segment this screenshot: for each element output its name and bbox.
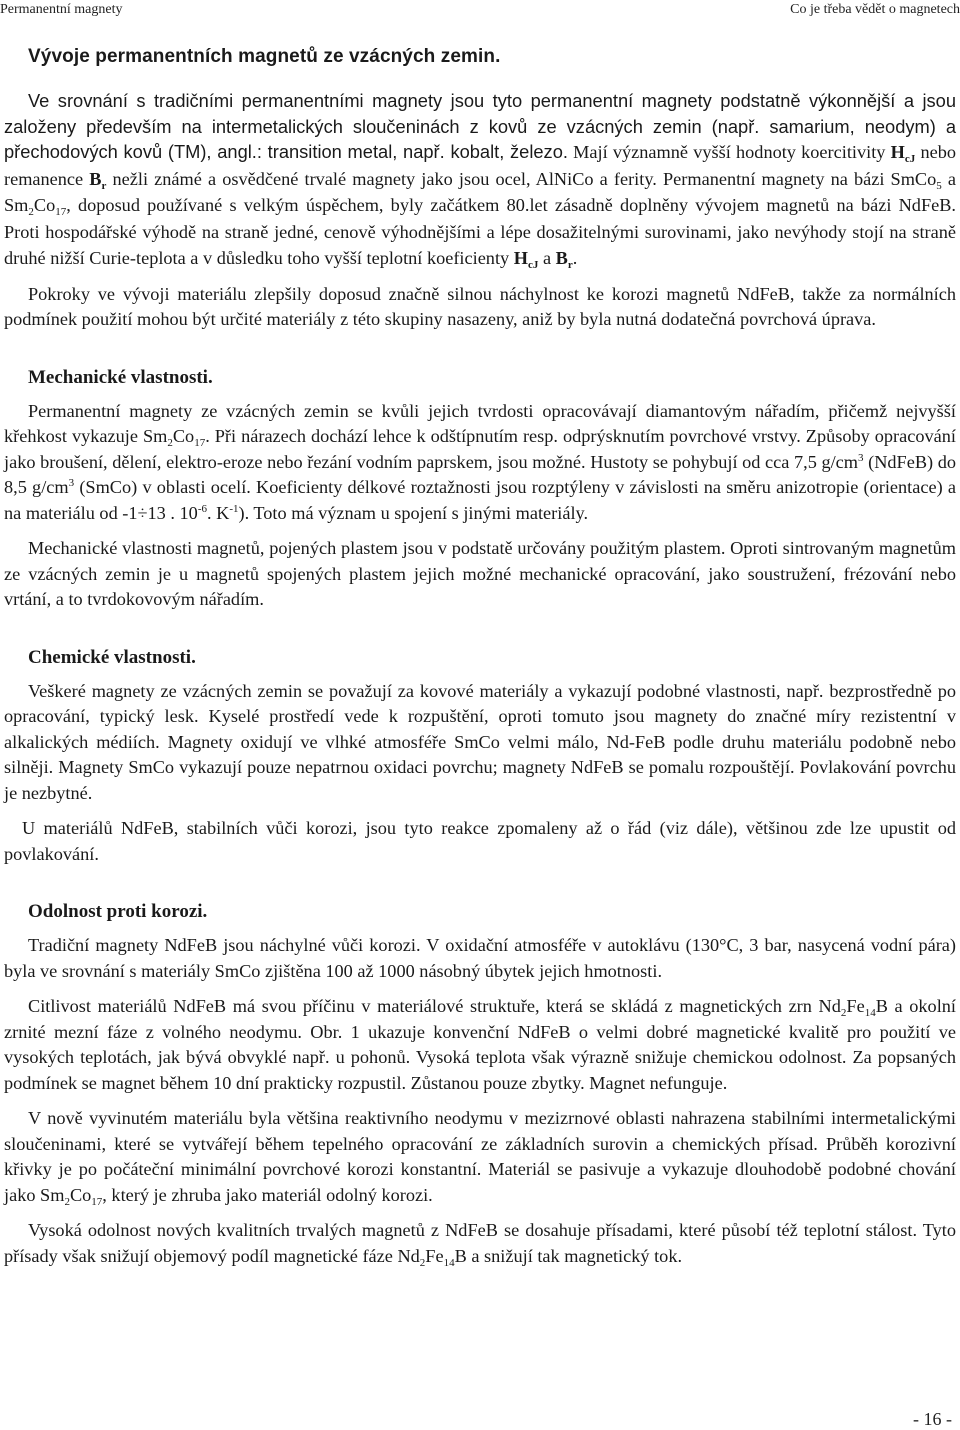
symbol-br <box>89 168 107 192</box>
intro-text-h: , doposud používané s velkým úspěchem, byly začátkem 80.let zásadně doplněny vývojem magnetů na bázi NdFeB. <box>66 195 956 215</box>
page-header <box>0 0 960 22</box>
intro-text-k: . <box>572 248 578 268</box>
page-number: - 16 - <box>913 1409 952 1429</box>
document-body <box>4 46 956 1279</box>
mech-sm-subscript: 2 <box>167 437 173 449</box>
corrosion-paragraph-4 <box>4 1218 956 1269</box>
corr-text-b: Fe <box>846 996 865 1016</box>
intro-text-d: nežli známé a osvědčené trvalé magnety jako jsou ocel, AlNiCo a ferity. <box>106 168 657 189</box>
intro-text-b: Mají významně vyšší hodnoty koercitivity <box>567 142 891 162</box>
corrosion-paragraph-1: Tradiční magnety NdFeB jsou náchylné vůči korozi. V oxidační atmosféře v autoklávu (130°C, 3 bar, nasycená vodní pára) byla ve srovnání s materiály SmCo zjištěna 100 až 1000 násobný úbytek jejich hmotnosti. <box>4 935 956 981</box>
corr-nd-subscript-2: 2 <box>419 1256 426 1269</box>
corr-text-a: Citlivost materiálů NdFeB má svou příčinu v materiálové struktuře, která se skládá z magnetických zrn Nd <box>28 996 841 1016</box>
mech-sup-minus1: -1 <box>229 502 239 515</box>
mech-sup-minus6: -6 <box>197 502 207 515</box>
corr-fe-subscript-2: 14 <box>443 1256 455 1269</box>
mech-sup-cm3-b: 3 <box>68 477 75 489</box>
symbol-hcj-2 <box>513 248 539 271</box>
header-left-text: Permanentní magnety <box>0 2 123 17</box>
corr-text-h: Fe <box>425 1245 444 1266</box>
corr-text-c: B a okolní zrnité mezní fáze z volného neodymu. Obr. 1 ukazuje konvenční NdFeB o velmi dobré magnetické kvalitě pro použití ve vysokých teplotách, jak bývá obvyklé např. u pohonů. Vysoká teplota však výrazně snižuje chemickou odolnost. Za popsaných podmínek se magnet během 10 dní prakticky rozpustil. Zůstanou pouze zbytky. Magnet nefunguje. <box>4 996 956 1093</box>
symbol-br-sub: r <box>101 179 107 192</box>
symbol-br-2 <box>555 248 573 271</box>
corr-text-g: Vysoká odolnost nových kvalitních trvalých magnetů z NdFeB se dosahuje přísadami, které působí též teplotní stálost. Tyto přísady však snižují objemový podíl magnetické fáze Nd <box>4 1220 956 1266</box>
symbol-hcj-main: H <box>890 142 905 162</box>
intro-text-c: nebo remanence <box>4 142 957 189</box>
corr-text-e: Co <box>69 1184 92 1205</box>
mech-sup-cm3-a: 3 <box>858 451 864 464</box>
mech-text-f: . K <box>206 502 230 523</box>
mech-text-d: (NdFeB) do 8,5 g/cm <box>4 451 956 497</box>
page-title: Vývoje permanentních magnetů ze vzácných zemin. <box>28 46 501 67</box>
corrosion-paragraph-2 <box>4 994 956 1096</box>
corr-fe-subscript: 14 <box>864 1007 876 1019</box>
heading-corrosion: Odolnost proti korozi. <box>28 901 208 922</box>
symbol-br-main: B <box>89 168 102 189</box>
heading-mechanical: Mechanické vlastnosti. <box>28 366 213 388</box>
header-right-text: Co je třeba vědět o magnetech <box>790 2 960 17</box>
intro-text-f: a Sm <box>4 168 957 215</box>
symbol-br-2-sub: r <box>567 259 573 271</box>
intro-text-e: Permanentní magnety na bázi SmCo <box>656 168 937 189</box>
sm2-subscript: 2 <box>28 206 34 218</box>
intro-paragraph-2: Pokroky ve vývoji materiálu zlepšily doposud značně silnou náchylnost ke korozi magnetů NdFeB, takže za normálních podmínek použití mohou být určité materiály z této skupiny nasazeny, aniž by byla nutná dodatečná povrchová úprava. <box>4 283 956 329</box>
symbol-br-2-main: B <box>555 248 568 268</box>
mechanical-paragraph-1 <box>4 399 956 527</box>
co17-subscript: 17 <box>55 206 67 218</box>
heading-chemical: Chemické vlastnosti. <box>28 646 196 668</box>
symbol-hcj-2-main: H <box>513 248 528 268</box>
mech-text-b: Co <box>172 426 195 446</box>
intro-text-a: Ve srovnání s tradičními permanentními magnety jsou tyto permanentní magnety podstatně výkonnější a jsou založeny především na intermetalických sloučeninách z kovů ze vzácných zemin (např. samarium, neodym) a přechodových kovů (TM), angl.: transition metal, např. kobalt, železo. <box>4 90 956 162</box>
intro-text-i: Proti hospodářské výhodě na straně jedné, cenově výhodnějšími a lépe dosažitelnými surovinami, jako nevýhody stojí na straně druhé nižší Curie-teplota a v důsledku toho vyšší teplotní koeficienty <box>4 221 956 268</box>
intro-text-j: a <box>538 248 556 268</box>
mech-text-e: (SmCo) v oblasti ocelí. Koeficienty délkové roztažnosti jsou rozptýleny v závislosti na směru anizotropie (orientace) a na materiálu od -1÷13 . 10 <box>4 477 956 523</box>
chemical-paragraph-1: Veškeré magnety ze vzácných zemin se považují za kovové materiály a vykazují podobné vlastnosti, např. bezprostředně po opracování, typický lesk. Kyselé prostředí vede k rozpuštění, oproti tomuto jsou magnety do značné míry rezistentní v alkalických médiích. Magnety oxidují ve vlhké atmosféře SmCo velmi málo, Nd-FeB podle druhu materiálu podobně nebo silněji. Magnety SmCo vykazují pouze nepatrnou oxidaci povrchu; magnety NdFeB se pomalu rozpouštějí. Povlakování povrchu je nezbytné. <box>4 680 956 803</box>
symbol-hcj-2-sub: cJ <box>527 259 539 271</box>
corr-text-i: B a snižují tak magnetický tok. <box>454 1245 683 1266</box>
corr-co-subscript: 17 <box>91 1195 103 1208</box>
mech-text-c: . Při nárazech dochází lehce k odštípnutím resp. odprýsknutím povrchové vrstvy. Způsoby opracování jako broušení, dělení, elektro-eroze nebo řezání vodním paprskem, jsou možné. Hustoty se pohybují od cca 7,5 g/cm <box>4 426 956 472</box>
intro-paragraph-1 <box>4 88 956 272</box>
smco-subscript: 5 <box>936 179 942 192</box>
corrosion-paragraph-3 <box>4 1106 956 1208</box>
corr-text-f: , který je zhruba jako materiál odolný korozi. <box>102 1184 433 1205</box>
intro-text-g: Co <box>33 195 56 215</box>
corr-nd-subscript: 2 <box>840 1007 847 1019</box>
chemical-paragraph-2: U materiálů NdFeB, stabilních vůči korozi, jsou tyto reakce zpomaleny až o řád (viz dále), většinou zde lze upustit od povlakování. <box>4 818 956 864</box>
mech-text-a: Permanentní magnety ze vzácných zemin se kvůli jejich tvrdosti opracovávají diamantovým nářadím, přičemž nejvyšší křehkost vykazuje Sm <box>4 400 956 446</box>
symbol-hcj-sub: cJ <box>904 153 916 165</box>
mech-text-g: ). Toto má význam u spojení s jinými materiály. <box>238 502 589 523</box>
symbol-hcj <box>890 142 916 165</box>
corr-text-d: V nově vyvinutém materiálu byla většina reaktivního neodymu v mezizrnové oblasti nahrazena stabilními intermetalickými sloučeninami, které se vytvářejí během tepelného opracování ze základních surovin a chemických přísad. Průběh korozivní křivky je po počáteční minimální povrchové korozi konstantní. Materiál se pasivuje a vykazuje dlouhodobě podobné chování jako Sm <box>4 1108 956 1205</box>
mechanical-paragraph-2: Mechanické vlastnosti magnetů, pojených plastem jsou v podstatě určovány použitým plastem. Oproti sintrovaným magnetům ze vzácných zemin je u magnetů spojených plastem jejich možné mechanické opracování, jako soustružení, frézování nebo vrtání, a to tvrdokovovým nářadím. <box>4 538 956 609</box>
mech-co-subscript: 17 <box>194 437 206 449</box>
corr-sm-subscript: 2 <box>64 1195 70 1208</box>
